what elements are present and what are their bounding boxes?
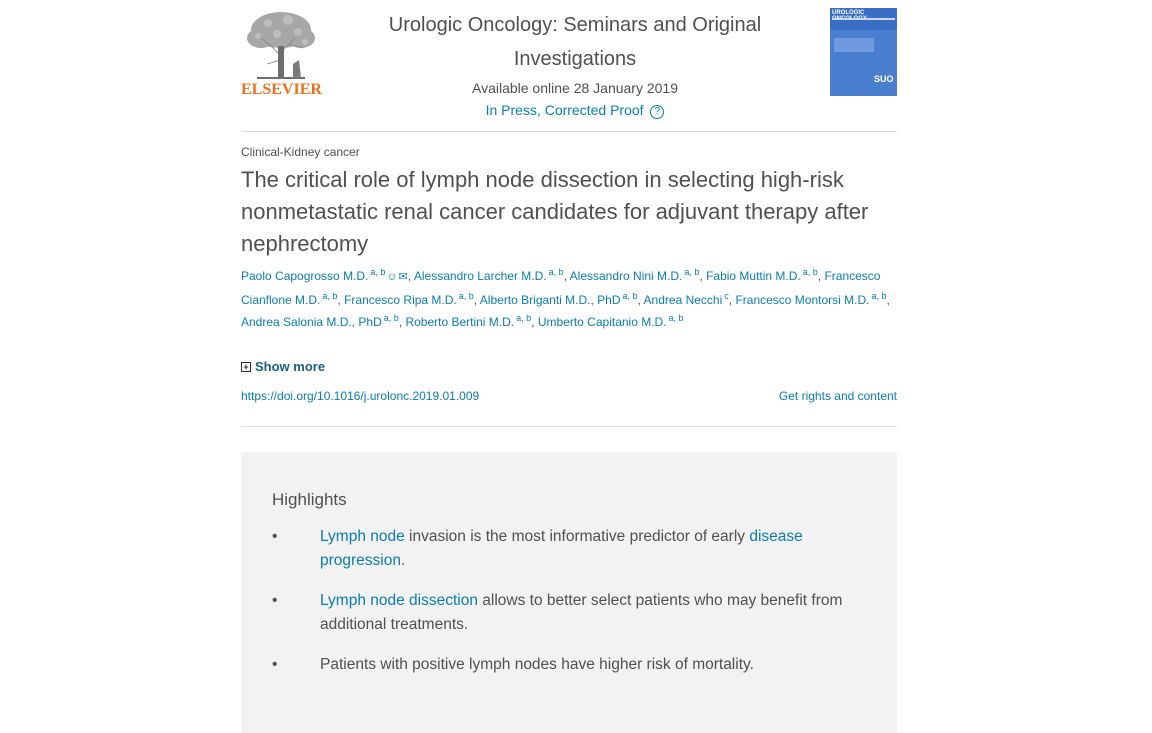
- show-more-label: Show more: [255, 359, 326, 374]
- author-separator: ,: [637, 292, 644, 307]
- author-separator: ,: [473, 292, 480, 307]
- author-separator: ,: [563, 269, 570, 283]
- author-link[interactable]: Umberto Capitanio M.D.: [537, 315, 667, 329]
- affiliation-marker[interactable]: a, b: [322, 290, 338, 301]
- show-more-button[interactable]: [241, 359, 897, 374]
- doi-row: [241, 389, 897, 403]
- author-link[interactable]: Alessandro Nini M.D.: [569, 269, 683, 283]
- highlights-panel: [241, 452, 897, 733]
- author-separator: ,: [531, 315, 538, 329]
- highlight-text: [320, 589, 862, 637]
- highlight-text-fragment: invasion is the most informative predictor of early: [404, 528, 750, 545]
- affiliation-marker[interactable]: a, b: [871, 290, 887, 301]
- author-link[interactable]: Andrea Salonia M.D., PhD: [241, 315, 382, 329]
- affiliation-marker[interactable]: a, b: [668, 313, 684, 323]
- author-separator: ,: [699, 269, 707, 283]
- bullet-icon: •: [272, 592, 278, 609]
- author-link[interactable]: Andrea Necchi: [643, 292, 723, 307]
- author-link[interactable]: Francesco Montorsi M.D.: [735, 292, 870, 307]
- expand-plus-icon: +: [241, 362, 251, 372]
- author-link[interactable]: Fabio Muttin M.D.: [706, 269, 801, 283]
- author-link[interactable]: Alberto Briganti M.D., PhD: [479, 292, 621, 307]
- author-separator: ,: [817, 269, 825, 283]
- affiliation-marker[interactable]: c: [724, 290, 729, 301]
- cover-text-block: [834, 38, 874, 52]
- header-divider: [241, 131, 897, 132]
- article-status: [340, 100, 810, 120]
- help-icon[interactable]: ?: [650, 105, 664, 119]
- mail-icon[interactable]: ✉: [398, 271, 408, 283]
- glossary-link[interactable]: Lymph node dissection: [320, 592, 478, 609]
- in-press-link[interactable]: In Press, Corrected Proof: [485, 102, 644, 118]
- person-icon[interactable]: ☺: [386, 271, 398, 283]
- author-separator: ,: [337, 292, 345, 307]
- elsevier-logo[interactable]: [241, 8, 321, 98]
- affiliation-marker[interactable]: a, b: [684, 267, 700, 277]
- highlight-text-fragment: allows to better select patients who may benefit from additional treatments.: [320, 592, 843, 633]
- highlight-text: [320, 525, 862, 573]
- highlight-text: [320, 653, 862, 677]
- author-separator: ,: [886, 292, 890, 307]
- author-link[interactable]: Francesco Cianflone M.D.: [241, 269, 881, 307]
- author-link[interactable]: Roberto Bertini M.D.: [405, 315, 515, 329]
- doi-link[interactable]: https://doi.org/10.1016/j.urolonc.2019.01.009: [241, 389, 480, 403]
- article-title: The critical role of lymph node dissection in selecting high-risk nonmetastatic renal cancer candidates for adjuvant therapy after nephrectomy: [241, 167, 869, 256]
- bullet-icon: •: [272, 656, 278, 673]
- bullet-icon: •: [272, 528, 278, 545]
- author-link[interactable]: Alessandro Larcher M.D.: [413, 269, 547, 283]
- cover-title: UROLOGIC: [832, 10, 865, 16]
- highlights-title: Highlights: [272, 490, 347, 509]
- highlights-list: [272, 525, 862, 693]
- glossary-link[interactable]: Lymph node: [320, 528, 405, 545]
- cover-stripe: [832, 18, 895, 20]
- author-list: [241, 265, 897, 334]
- elsevier-wordmark: ELSEVIER: [241, 81, 322, 98]
- author-link[interactable]: Paolo Capogrosso M.D.: [241, 269, 369, 283]
- available-online-date: Available online 28 January 2019: [471, 80, 678, 96]
- highlight-item: [272, 525, 862, 573]
- affiliation-marker[interactable]: a, b: [548, 267, 564, 277]
- get-rights-link[interactable]: Get rights and content: [778, 389, 897, 403]
- affiliation-marker[interactable]: a, b: [802, 267, 818, 277]
- author-link[interactable]: Francesco Ripa M.D.: [344, 292, 457, 307]
- journal-cover-thumbnail[interactable]: [830, 8, 897, 96]
- highlight-text-fragment: .: [401, 552, 406, 569]
- highlight-text-fragment: Patients with positive lymph nodes have higher risk of mortality.: [320, 656, 754, 673]
- article-section: Clinical-Kidney cancer: [241, 145, 360, 159]
- affiliation-marker[interactable]: a, b: [370, 267, 386, 277]
- author-separator: ,: [728, 292, 736, 307]
- affiliation-marker[interactable]: a, b: [383, 313, 399, 323]
- affiliation-marker[interactable]: a, b: [458, 290, 474, 301]
- highlight-item: [272, 589, 862, 637]
- cover-badge: SUO: [874, 74, 894, 84]
- author-separator: ,: [407, 269, 414, 283]
- journal-header: [340, 8, 810, 120]
- elsevier-tree-logo: [243, 8, 319, 80]
- author-separator: ,: [398, 315, 406, 329]
- highlight-item: [272, 653, 862, 677]
- journal-title-link[interactable]: Urologic Oncology: Seminars and Original Investigations: [388, 14, 762, 70]
- article-info-divider: [241, 426, 897, 427]
- affiliation-marker[interactable]: a, b: [516, 313, 532, 323]
- affiliation-marker[interactable]: a, b: [622, 290, 638, 301]
- glossary-link[interactable]: disease progression: [320, 528, 803, 569]
